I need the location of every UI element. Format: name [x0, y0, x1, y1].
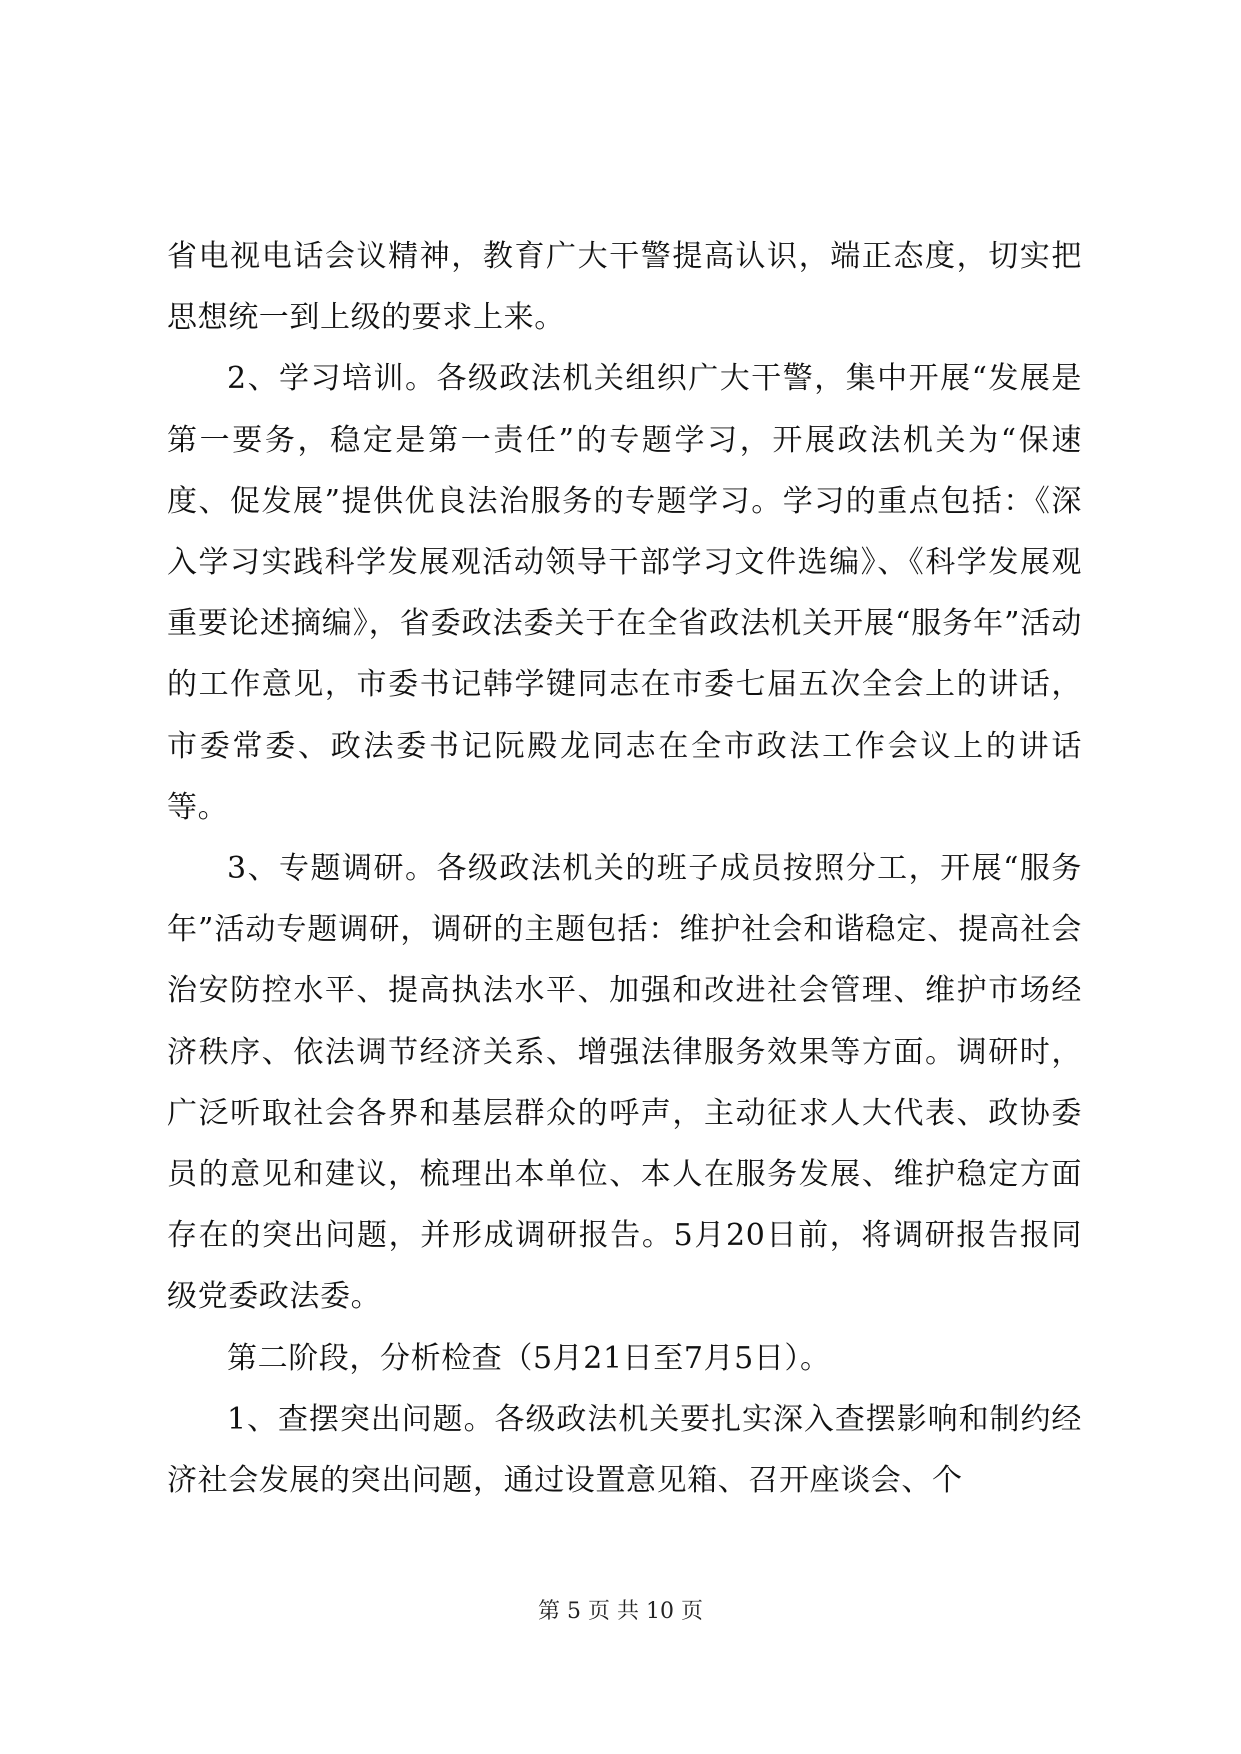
document-body: [167, 226, 1082, 1511]
page-number-footer: 第 5 页 共 10 页: [538, 1599, 703, 1624]
paragraph-find-problems: 1、查摆突出问题。各级政法机关要扎实深入查摆影响和制约经济社会发展的突出问题，通过设置意见箱、召开座谈会、个: [167, 1401, 1082, 1499]
paragraph-study-training: 2、学习培训。各级政法机关组织广大干警，集中开展“发展是第一要务，稳定是第一责任”的专题学习，开展政法机关为“保速度、促发展”提供优良法治服务的专题学习。学习的重点包括：《深入学习实践科学发展观活动领导干部学习文件选编》、《科学发展观重要论述摘编》，省委政法委关于在全省政法机关开展“服务年”活动的工作意见，市委书记韩学键同志在市委七届五次全会上的讲话，市委常委、政法委书记阮殿龙同志在全市政法工作会议上的讲话等。: [167, 361, 1082, 825]
paragraph-stage-two-heading: 第二阶段，分析检查（5月21日至7月5日）。: [227, 1340, 831, 1376]
paragraph-special-research: 3、专题调研。各级政法机关的班子成员按照分工，开展“服务年”活动专题调研，调研的主题包括：维护社会和谐稳定、提高社会治安防控水平、提高执法水平、加强和改进社会管理、维护市场经济秩序、依法调节经济关系、增强法律服务效果等方面。调研时，广泛听取社会各界和基层群众的呼声，主动征求人大代表、政协委员的意见和建议，梳理出本单位、本人在服务发展、维护稳定方面存在的突出问题，并形成调研报告。5月20日前，将调研报告报同级党委政法委。: [167, 851, 1082, 1315]
paragraph-continuation: 省电视电话会议精神，教育广大干警提高认识，端正态度，切实把思想统一到上级的要求上来。: [167, 239, 1082, 336]
